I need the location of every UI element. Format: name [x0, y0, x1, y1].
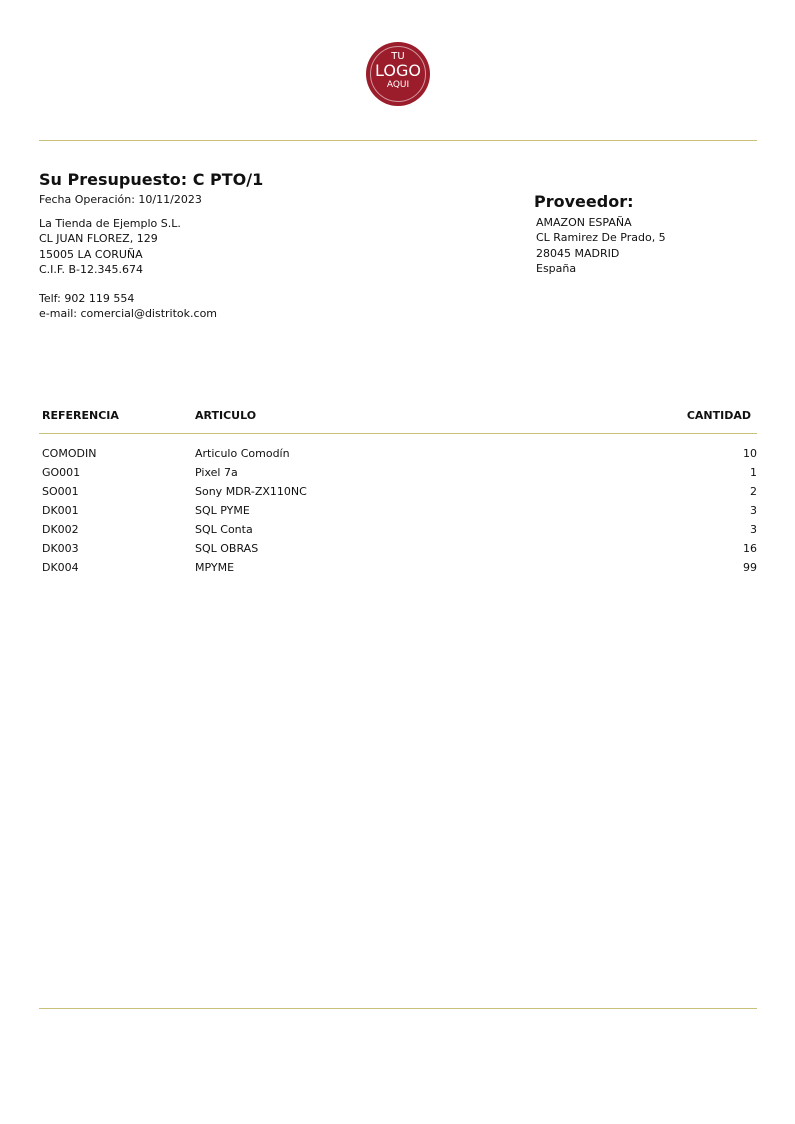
table-row — [39, 447, 757, 466]
logo-text-main: LOGO — [375, 61, 421, 80]
cell-qty: 2 — [750, 485, 757, 498]
cell-article: SQL Conta — [195, 523, 253, 536]
company-info — [39, 216, 181, 277]
company-name: La Tienda de Ejemplo S.L. — [39, 217, 181, 230]
supplier-info — [536, 215, 666, 276]
company-city: 15005 LA CORUÑA — [39, 247, 143, 261]
cell-qty: 1 — [750, 466, 757, 479]
footer-divider — [39, 1008, 757, 1009]
company-phone: Telf: 902 119 554 — [39, 292, 135, 305]
header-divider — [39, 140, 757, 141]
company-email: e-mail: comercial@distritok.com — [39, 307, 218, 321]
table-row — [39, 466, 757, 485]
cell-ref: DK001 — [42, 504, 79, 517]
logo-text-top: TU — [391, 51, 405, 62]
company-address: CL JUAN FLOREZ, 129 — [39, 232, 158, 246]
cell-article: SQL PYME — [195, 504, 250, 517]
cell-qty: 3 — [750, 504, 757, 517]
cell-ref: DK004 — [42, 561, 79, 574]
cell-article: MPYME — [195, 561, 235, 574]
cell-qty: 99 — [743, 561, 757, 574]
cell-ref: DK002 — [42, 523, 79, 536]
cell-article: SQL OBRAS — [195, 542, 259, 555]
document-title: Su Presupuesto: C PTO/1 — [39, 170, 264, 189]
cell-article: Articulo Comodín — [195, 447, 290, 460]
logo-text-bottom: AQUI — [386, 80, 410, 90]
supplier-address: CL Ramirez De Prado, 5 — [536, 231, 666, 245]
supplier-heading: Proveedor: — [534, 192, 634, 211]
table-row — [39, 504, 757, 523]
company-cif: C.I.F. B-12.345.674 — [39, 262, 143, 276]
supplier-city: 28045 MADRID — [536, 246, 620, 260]
column-header-ref: REFERENCIA — [42, 409, 119, 422]
cell-ref: DK003 — [42, 542, 79, 555]
cell-article: Pixel 7a — [195, 466, 238, 479]
supplier-name: AMAZON ESPAÑA — [536, 216, 632, 229]
cell-article: Sony MDR-ZX110NC — [195, 485, 307, 498]
column-header-article: ARTICULO — [195, 409, 257, 422]
table-header-divider — [39, 433, 757, 434]
items-table — [39, 447, 757, 580]
cell-qty: 10 — [743, 447, 757, 460]
cell-qty: 3 — [750, 523, 757, 536]
supplier-country: España — [536, 261, 577, 275]
table-row — [39, 523, 757, 542]
company-logo — [366, 42, 430, 106]
cell-ref: GO001 — [42, 466, 81, 479]
cell-ref: SO001 — [42, 485, 79, 498]
table-row — [39, 542, 757, 561]
cell-qty: 16 — [743, 542, 757, 555]
company-contact — [39, 291, 217, 322]
table-row — [39, 561, 757, 580]
column-header-qty: CANTIDAD — [686, 409, 751, 422]
cell-ref: COMODIN — [42, 447, 97, 460]
operation-date: Fecha Operación: 10/11/2023 — [39, 193, 202, 206]
table-row — [39, 485, 757, 504]
